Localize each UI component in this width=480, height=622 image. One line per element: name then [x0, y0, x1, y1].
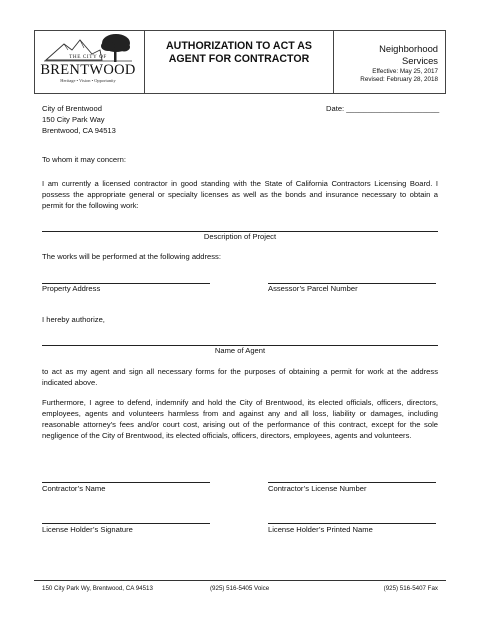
revised-date: Revised: February 28, 2018 [360, 75, 438, 83]
indemnity-paragraph: Furthermore, I agree to defend, indemnify and hold the City of Brentwood, its elected officials, officers, directors, employees, agents and volunteers harmless from and against any and all loss, liability or damages, including reasonable attorney’s fees and/or court cost, arising out of the performance of this contract, except for the sole negligence of the City of Brentwood, its elected officials, officers, directors, employees, agents and volunteers. [42, 398, 438, 440]
header-divider [144, 30, 145, 94]
salutation: To whom it may concern: [42, 155, 126, 164]
dept-line-2: Services [402, 55, 438, 66]
parcel-number-label: Assessor’s Parcel Number [268, 284, 358, 293]
date-field[interactable]: Date: ______________________ [326, 104, 440, 113]
property-address-label: Property Address [42, 284, 101, 293]
description-label: Description of Project [203, 232, 277, 241]
form-dates [335, 68, 438, 83]
address-line-3: Brentwood, CA 94513 [42, 126, 116, 135]
holder-printed-label: License Holder’s Printed Name [268, 525, 373, 534]
footer-fax: (925) 516-5407 Fax [383, 585, 438, 592]
footer-voice: (925) 516-5405 Voice [210, 585, 270, 592]
department [335, 43, 438, 67]
dept-line-1: Neighborhood [379, 43, 438, 54]
footer-address: 150 City Park Wy, Brentwood, CA 94513 [42, 585, 153, 592]
address-line-1: City of Brentwood [42, 104, 102, 113]
recipient-address [42, 103, 116, 136]
footer-rule [34, 580, 446, 581]
agent-paragraph: to act as my agent and sign all necessary forms for the purposes of obtaining a permit for work at the address indicated above. [42, 367, 438, 387]
holder-signature-label: License Holder’s Signature [42, 525, 133, 534]
agent-name-label: Name of Agent [214, 346, 266, 355]
address-intro: The works will be performed at the following address: [42, 252, 221, 261]
address-line-2: 150 City Park Way [42, 115, 105, 124]
intro-paragraph: I am currently a licensed contractor in good standing with the State of California Contractors Licensing Board. I possess the appropriate general or specialty licenses as well as the bonds and insurance necessary to obtain a permit for the following work: [42, 179, 438, 210]
contractor-name-label: Contractor’s Name [42, 484, 106, 493]
title-line-2: AGENT FOR CONTRACTOR [168, 53, 310, 65]
logo-tagline-top: THE CITY OF [69, 54, 107, 60]
title-line-1: AUTHORIZATION TO ACT AS [166, 40, 312, 52]
logo-name: BRENTWOOD [40, 62, 136, 78]
brentwood-logo-icon [40, 30, 140, 92]
authorize-text: I hereby authorize, [42, 315, 105, 324]
logo-motto: Heritage • Vision • Opportunity [60, 78, 116, 83]
contractor-license-label: Contractor’s License Number [268, 484, 367, 493]
header-divider [333, 30, 334, 94]
form-title [146, 40, 332, 66]
city-logo [40, 30, 140, 92]
effective-date: Effective: May 25, 2017 [372, 68, 438, 75]
